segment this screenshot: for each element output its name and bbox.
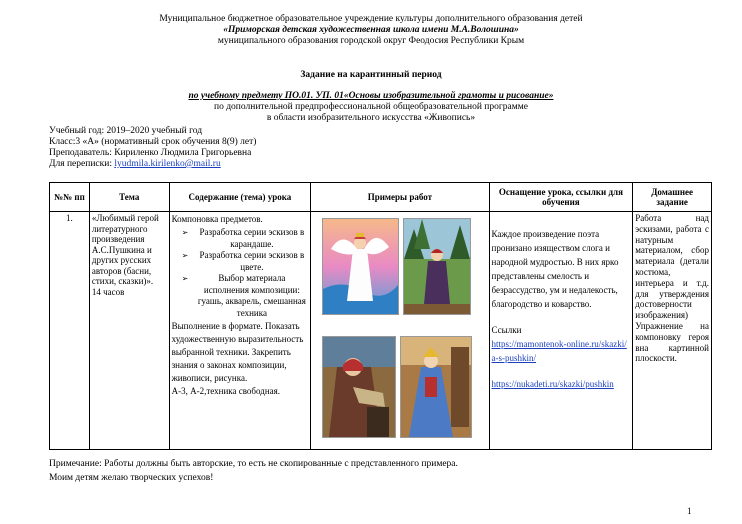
content-after: Выполнение в формате. Показать художественную выразительность выбранной техники. Закрепить знания о законах композиции, живописи, рисунка. xyxy=(171,321,304,383)
email-link[interactable]: lyudmila.kirilenko@mail.ru xyxy=(114,159,221,169)
contact-label: Для переписки: xyxy=(49,159,115,169)
header-theme: Тема xyxy=(89,183,169,212)
task-title: Задание на карантинный период xyxy=(300,70,442,80)
hours-text: 14 часов xyxy=(91,286,125,297)
link-mamontenok[interactable]: https://mamontenok-online.ru/skazki/a-s-pushkin/ xyxy=(491,339,627,363)
program-line-2: в области изобразительного искусства «Живопись» xyxy=(266,113,476,123)
content-bullets xyxy=(172,227,309,319)
table-header-row xyxy=(50,183,712,212)
header-content: Содержание (тема) урока xyxy=(169,183,311,212)
header-homework: Домашнее задание xyxy=(633,183,712,212)
org-name: Муниципальное бюджетное образовательное учреждение культуры дополнительного образования детей xyxy=(159,14,583,24)
link-nukadeti[interactable]: https://nukadeti.ru/skazki/pushkin xyxy=(491,379,614,389)
content-cell xyxy=(169,212,311,450)
examples-cell xyxy=(311,212,489,450)
school-name: «Приморская детская художественная школа имени М.А.Волошина» xyxy=(223,25,519,35)
contact-info xyxy=(49,159,221,170)
class-info: Класс:3 «А» (нормативный срок обучения 8(9) лет) xyxy=(49,137,257,147)
bullet-item: ➢ Разработка серии эскизов в цвете. xyxy=(196,250,309,273)
equipment-text: Каждое произведение поэта пронизано изяществом слога и народной мудростью. В них ярко представлены смелость и безрассудство, ум и недалекость, благородство и коварство. xyxy=(491,229,619,309)
example-painting-swan-princess[interactable] xyxy=(322,218,399,315)
teacher-info: Преподаватель: Кириленко Людмила Григорьевна xyxy=(49,148,252,158)
bullet-item: ➢ Выбор материала исполнения композиции: гуашь, акварель, смешанная техника xyxy=(196,273,309,319)
links-label: Ссылки xyxy=(491,325,522,335)
table-row xyxy=(50,212,712,450)
municipality: муниципального образования городской округ Феодосия Республики Крым xyxy=(217,36,525,46)
example-painting-princess[interactable] xyxy=(400,336,472,438)
lesson-table xyxy=(49,182,712,450)
content-format: А-3, А-2,техника свободная. xyxy=(171,386,281,396)
content-intro: Компоновка предметов. xyxy=(171,214,263,224)
theme-text: «Любимый герой литературного произведения А.С.Пушкина и других русских авторов (басни, стихи, сказки)». xyxy=(91,213,159,286)
header-examples: Примеры работ xyxy=(311,183,489,212)
example-painting-forest-girl[interactable] xyxy=(403,218,471,315)
homework-cell: Работа над эскизами, работа с натурным материалом, сбор материала (детали костюма, интерьера и т.д. для утверждения достоверности изображения) Упражнение на компоновку героя вна картинной плоскости. xyxy=(633,212,712,450)
equipment-cell xyxy=(489,212,633,450)
bullet-item: ➢ Разработка серии эскизов в карандаше. xyxy=(196,227,309,250)
example-painting-old-woman[interactable] xyxy=(322,336,396,438)
school-year: Учебный год: 2019–2020 учебный год xyxy=(49,126,203,136)
row-num: 1. xyxy=(50,212,90,450)
page-number: 1 xyxy=(687,506,692,516)
header-equipment: Оснащение урока, ссылки для обучения xyxy=(489,183,633,212)
subject-title: по учебному предмету ПО.01. УП. 01«Основы изобразительной грамоты и рисование» xyxy=(188,91,554,101)
note-text: Примечание: Работы должны быть авторские, то есть не скопированные с представленного примера. xyxy=(49,459,458,469)
program-line-1: по дополнительной предпрофессиональной общеобразовательной программе xyxy=(214,102,528,112)
wish-text: Моим детям желаю творческих успехов! xyxy=(49,473,214,483)
theme-cell xyxy=(89,212,169,450)
header-num: №№ пп xyxy=(50,183,90,212)
